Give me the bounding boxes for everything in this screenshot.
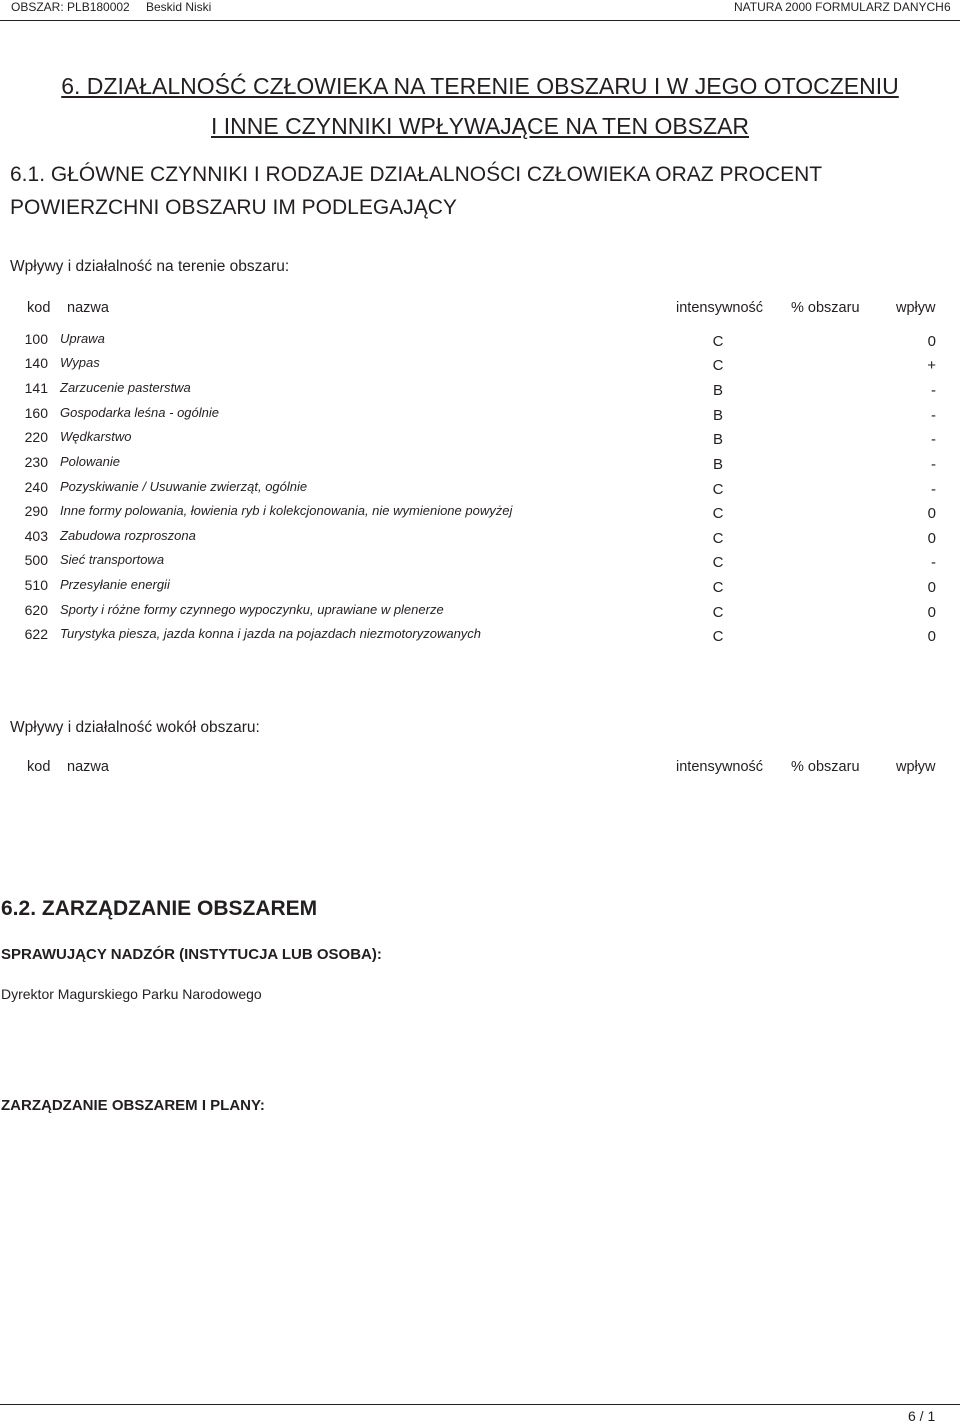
row-nazwa: Wędkarstwo bbox=[60, 429, 132, 444]
column-header-intensywnosc: intensywność bbox=[676, 300, 764, 316]
row-intensywnosc: C bbox=[712, 333, 724, 350]
row-intensywnosc: B bbox=[712, 431, 723, 448]
row-nazwa: Przesyłanie energii bbox=[60, 577, 170, 592]
row-nazwa: Sieć transportowa bbox=[60, 552, 165, 567]
subsection-6-1-title-line-1: 6.1. GŁÓWNE CZYNNIKI I RODZAJE DZIAŁALNOŚCI CZŁOWIEKA ORAZ PROCENT bbox=[10, 163, 823, 186]
row-wplyw: 0 bbox=[927, 604, 936, 621]
table-row bbox=[0, 405, 960, 425]
row-kod: 620 bbox=[24, 602, 48, 618]
column-header-procent: % obszaru bbox=[791, 759, 860, 775]
page-header bbox=[0, 0, 960, 20]
row-wplyw: - bbox=[931, 456, 936, 473]
supervisor-label: SPRAWUJĄCY NADZÓR (INSTYTUCJA LUB OSOBA): bbox=[1, 946, 382, 963]
row-wplyw: - bbox=[931, 382, 936, 399]
row-intensywnosc: C bbox=[712, 530, 724, 547]
row-nazwa: Pozyskiwanie / Usuwanie zwierząt, ogólnie bbox=[60, 479, 308, 494]
row-kod: 140 bbox=[24, 355, 48, 371]
column-header-wplyw: wpływ bbox=[896, 300, 936, 316]
row-intensywnosc: B bbox=[712, 407, 723, 424]
row-wplyw: - bbox=[931, 431, 936, 448]
header-site-name: Beskid Niski bbox=[146, 0, 212, 14]
table-row bbox=[0, 577, 960, 597]
around-impacts-label: Wpływy i działalność wokół obszaru: bbox=[10, 719, 260, 736]
inside-impacts-label: Wpływy i działalność na terenie obszaru: bbox=[10, 258, 290, 275]
supervisor-value: Dyrektor Magurskiego Parku Narodowego bbox=[1, 986, 262, 1002]
table-row bbox=[0, 626, 960, 646]
row-wplyw: 0 bbox=[927, 530, 936, 547]
table-row bbox=[0, 503, 960, 523]
row-kod: 403 bbox=[24, 528, 48, 544]
management-plans-label: ZARZĄDZANIE OBSZAREM I PLANY: bbox=[1, 1097, 265, 1114]
row-intensywnosc: C bbox=[712, 604, 724, 621]
row-wplyw: 0 bbox=[927, 628, 936, 645]
row-nazwa: Wypas bbox=[60, 355, 100, 370]
row-wplyw: + bbox=[927, 357, 936, 374]
table-row bbox=[0, 355, 960, 375]
footer-page-number: 6 / 1 bbox=[908, 1408, 936, 1424]
row-kod: 500 bbox=[24, 552, 48, 568]
row-kod: 220 bbox=[24, 429, 48, 445]
row-nazwa: Polowanie bbox=[60, 454, 120, 469]
row-intensywnosc: C bbox=[712, 554, 724, 571]
row-wplyw: - bbox=[931, 481, 936, 498]
table-row bbox=[0, 602, 960, 622]
table-row bbox=[0, 528, 960, 548]
row-kod: 160 bbox=[24, 405, 48, 421]
inside-table-header bbox=[0, 300, 960, 320]
row-intensywnosc: C bbox=[712, 579, 724, 596]
column-header-kod: kod bbox=[27, 300, 51, 316]
row-intensywnosc: C bbox=[712, 628, 724, 645]
column-header-nazwa: nazwa bbox=[67, 759, 109, 775]
row-kod: 100 bbox=[24, 331, 48, 347]
section-title-line-1: 6. DZIAŁALNOŚĆ CZŁOWIEKA NA TERENIE OBSZARU I W JEGO OTOCZENIU bbox=[61, 73, 899, 99]
column-header-procent: % obszaru bbox=[791, 300, 860, 316]
row-intensywnosc: C bbox=[712, 481, 724, 498]
row-intensywnosc: B bbox=[712, 456, 723, 473]
header-page-number: 6 bbox=[944, 0, 951, 14]
row-nazwa: Turystyka piesza, jazda konna i jazda na pojazdach niezmotoryzowanych bbox=[60, 626, 482, 641]
table-row bbox=[0, 331, 960, 351]
row-wplyw: 0 bbox=[927, 579, 936, 596]
subsection-6-2-title: 6.2. ZARZĄDZANIE OBSZAREM bbox=[1, 897, 318, 920]
table-row bbox=[0, 552, 960, 572]
section-title-line-2: I INNE CZYNNIKI WPŁYWAJĄCE NA TEN OBSZAR bbox=[210, 113, 750, 139]
column-header-intensywnosc: intensywność bbox=[676, 759, 764, 775]
row-nazwa: Zarzucenie pasterstwa bbox=[60, 380, 191, 395]
row-kod: 240 bbox=[24, 479, 48, 495]
table-row bbox=[0, 454, 960, 474]
row-wplyw: 0 bbox=[927, 505, 936, 522]
table-row bbox=[0, 380, 960, 400]
column-header-nazwa: nazwa bbox=[67, 300, 109, 316]
row-nazwa: Sporty i różne formy czynnego wypoczynku, uprawiane w plenerze bbox=[60, 602, 444, 617]
header-obszar-code: OBSZAR: PLB180002 bbox=[11, 0, 130, 14]
column-header-kod: kod bbox=[27, 759, 51, 775]
row-kod: 141 bbox=[24, 380, 48, 396]
row-intensywnosc: C bbox=[712, 357, 724, 374]
subsection-6-1-title-line-2: POWIERZCHNI OBSZARU IM PODLEGAJĄCY bbox=[10, 196, 457, 219]
table-row bbox=[0, 479, 960, 499]
row-wplyw: - bbox=[931, 407, 936, 424]
row-nazwa: Zabudowa rozproszona bbox=[60, 528, 196, 543]
row-kod: 290 bbox=[24, 503, 48, 519]
row-kod: 230 bbox=[24, 454, 48, 470]
header-form-name: NATURA 2000 FORMULARZ DANYCH bbox=[734, 0, 944, 14]
row-intensywnosc: B bbox=[712, 382, 723, 399]
column-header-wplyw: wpływ bbox=[896, 759, 936, 775]
row-kod: 510 bbox=[24, 577, 48, 593]
row-nazwa: Uprawa bbox=[60, 331, 105, 346]
row-kod: 622 bbox=[24, 626, 48, 642]
header-divider bbox=[0, 20, 960, 21]
row-wplyw: 0 bbox=[927, 333, 936, 350]
row-wplyw: - bbox=[931, 554, 936, 571]
row-nazwa: Gospodarka leśna - ogólnie bbox=[60, 405, 219, 420]
row-nazwa: Inne formy polowania, łowienia ryb i kolekcjonowania, nie wymienione powyżej bbox=[60, 503, 513, 518]
table-row bbox=[0, 429, 960, 449]
around-table-header bbox=[0, 759, 960, 779]
footer-divider bbox=[0, 1404, 960, 1405]
row-intensywnosc: C bbox=[712, 505, 724, 522]
